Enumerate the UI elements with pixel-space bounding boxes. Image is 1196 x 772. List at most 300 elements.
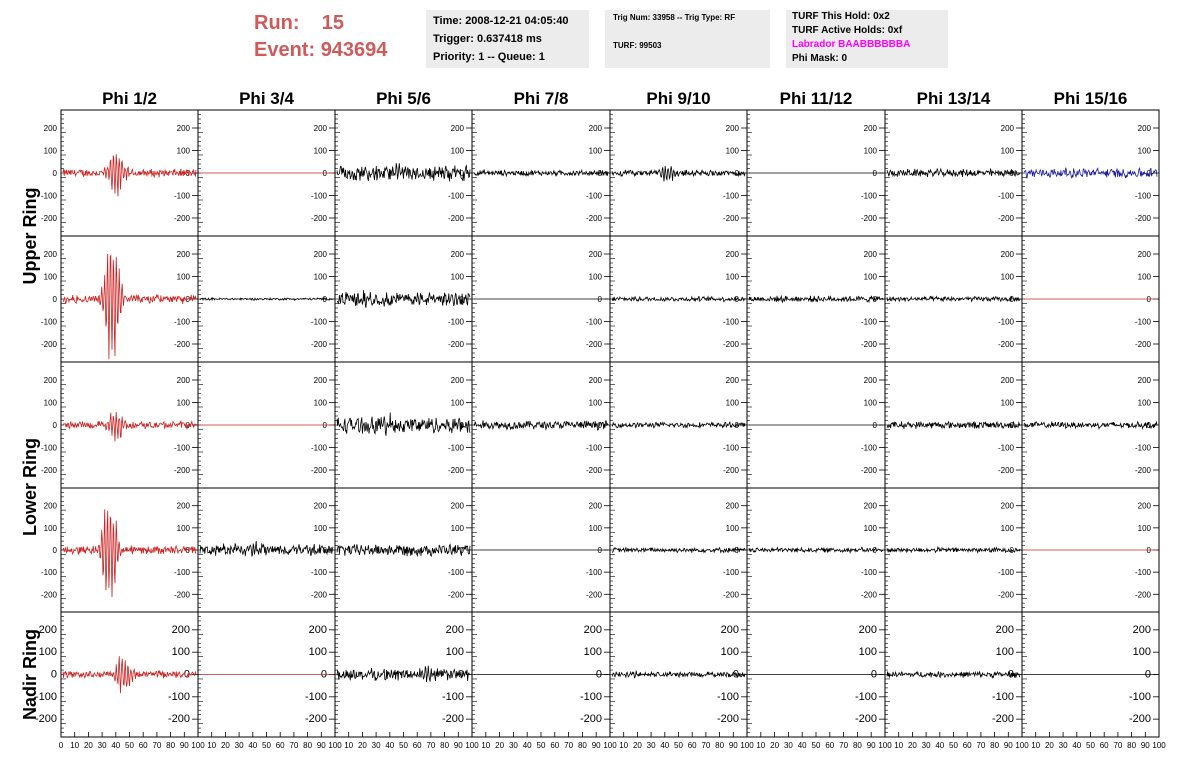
y-tick-label: -200 (310, 466, 327, 475)
x-tick-label: 30 (783, 741, 793, 750)
waveform-trace (887, 671, 1020, 677)
y-tick-label: 100 (43, 146, 57, 156)
y-tick-label: -200 (722, 590, 739, 600)
x-tick-label: 50 (399, 741, 408, 750)
y-tick-label: -100 (40, 317, 57, 327)
y-tick-label: 0 (185, 295, 190, 304)
y-tick-label: -200 (173, 214, 190, 223)
y-tick-label: 200 (1000, 376, 1014, 385)
x-tick-label: 100 (328, 741, 342, 750)
y-tick-label: -100 (310, 568, 327, 578)
waveform-trace (1024, 168, 1157, 179)
x-tick-label: 10 (481, 741, 491, 750)
y-tick-label: -200 (585, 340, 602, 349)
y-tick-label: 200 (1000, 501, 1014, 511)
waveform-trace (612, 671, 745, 678)
x-tick-label: 60 (550, 741, 560, 750)
y-tick-label: 200 (313, 250, 327, 259)
x-tick-label: 30 (646, 741, 656, 750)
y-tick-label: 200 (43, 376, 57, 385)
y-tick-label: 0 (459, 546, 464, 555)
y-tick-label: -100 (310, 317, 327, 327)
run-label: Run: (254, 12, 300, 34)
y-tick-label: -100 (585, 317, 602, 327)
y-tick-label: 100 (450, 272, 464, 282)
y-tick-label: 0 (459, 169, 464, 178)
x-tick-label: 100 (878, 741, 892, 750)
waveform-trace (200, 541, 333, 557)
y-tick-label: -200 (40, 214, 57, 223)
y-tick-label: 0 (734, 421, 739, 430)
y-tick-label: -200 (1134, 590, 1151, 600)
y-tick-label: 0 (597, 169, 602, 178)
y-tick-label: 100 (725, 523, 739, 533)
y-tick-label: -100 (860, 317, 877, 327)
y-tick-label: -200 (441, 713, 464, 726)
x-tick-label: 90 (1140, 741, 1150, 750)
waveform-trace (337, 413, 470, 436)
x-tick-label: 80 (440, 741, 450, 750)
y-tick-label: -100 (722, 568, 739, 578)
x-tick-label: 20 (357, 741, 367, 750)
trigger-time-line: Trigger: 0.637418 ms (433, 33, 542, 45)
y-tick-label: -100 (997, 317, 1014, 327)
y-tick-label: 200 (176, 250, 190, 259)
y-tick-label: 100 (1000, 523, 1014, 533)
y-tick-label: -200 (860, 340, 877, 349)
y-tick-label: -200 (310, 590, 327, 600)
x-tick-label: 70 (152, 741, 162, 750)
x-tick-label: 100 (465, 741, 479, 750)
x-tick-label: 20 (1044, 741, 1054, 750)
y-tick-label: 200 (450, 124, 464, 133)
x-tick-label: 10 (894, 741, 904, 750)
y-tick-label: -100 (722, 317, 739, 327)
x-tick-label: 40 (1072, 741, 1082, 750)
y-tick-label: -200 (167, 713, 190, 726)
y-tick-label: -100 (40, 568, 57, 578)
y-tick-label: 0 (734, 546, 739, 555)
y-tick-label: 200 (995, 623, 1014, 636)
y-tick-label: 200 (176, 376, 190, 385)
event-value: 943694 (320, 39, 388, 61)
x-tick-label: 90 (316, 741, 326, 750)
y-tick-label: -100 (304, 690, 327, 703)
y-tick-label: -100 (722, 191, 739, 201)
y-tick-label: 200 (863, 124, 877, 133)
x-tick-label: 70 (426, 741, 436, 750)
waveform-trace (337, 666, 470, 682)
x-tick-label: 80 (715, 741, 725, 750)
y-tick-label: 0 (52, 546, 57, 555)
y-tick-label: -200 (997, 214, 1014, 223)
y-tick-label: 200 (450, 376, 464, 385)
waveform-trace (337, 163, 470, 181)
x-tick-label: 40 (660, 741, 670, 750)
y-tick-label: 200 (588, 124, 602, 133)
y-tick-label: -200 (173, 340, 190, 349)
y-tick-label: 100 (863, 398, 877, 408)
y-tick-label: -200 (716, 713, 739, 726)
y-tick-label: 100 (450, 398, 464, 408)
column-header: Phi 9/10 (646, 89, 711, 108)
y-tick-label: 0 (1144, 668, 1151, 681)
y-tick-label: -100 (997, 443, 1014, 453)
y-tick-label: 200 (720, 623, 739, 636)
y-tick-label: 100 (313, 272, 327, 282)
row-label: Upper Ring (20, 187, 40, 285)
x-tick-label: 30 (921, 741, 931, 750)
x-tick-label: 90 (1003, 741, 1013, 750)
y-tick-label: 0 (597, 546, 602, 555)
y-tick-label: 0 (320, 668, 327, 681)
x-tick-label: 70 (289, 741, 299, 750)
y-tick-label: -200 (997, 590, 1014, 600)
y-tick-label: -100 (1134, 317, 1151, 327)
x-tick-label: 20 (83, 741, 93, 750)
x-tick-label: 60 (687, 741, 697, 750)
x-tick-label: 100 (740, 741, 754, 750)
y-tick-label: -200 (997, 466, 1014, 475)
x-tick-label: 90 (866, 741, 876, 750)
y-tick-label: 200 (863, 250, 877, 259)
column-header: Phi 11/12 (779, 89, 853, 108)
y-tick-label: 0 (1146, 169, 1151, 178)
x-tick-label: 40 (935, 741, 945, 750)
x-tick-label: 70 (1113, 741, 1123, 750)
y-tick-label: 0 (185, 169, 190, 178)
column-header: Phi 15/16 (1053, 89, 1128, 108)
waveform-trace (474, 170, 608, 176)
x-tick-label: 90 (179, 741, 189, 750)
y-tick-label: 100 (308, 646, 327, 659)
x-tick-label: 40 (248, 741, 258, 750)
x-tick-label: 90 (728, 741, 738, 750)
y-tick-label: 100 (176, 146, 190, 156)
y-tick-label: 100 (725, 272, 739, 282)
x-tick-label: 10 (756, 741, 766, 750)
y-tick-label: -200 (34, 713, 57, 726)
y-tick-label: 200 (171, 623, 190, 636)
y-tick-label: 100 (313, 523, 327, 533)
x-tick-label: 40 (522, 741, 532, 750)
y-tick-label: 100 (1000, 146, 1014, 156)
waveform-trace (337, 544, 470, 556)
y-tick-label: 100 (1000, 272, 1014, 282)
y-tick-label: 0 (1007, 668, 1014, 681)
labrador-line: Labrador BAABBBBBBA (792, 39, 911, 50)
y-tick-label: -200 (722, 466, 739, 475)
y-tick-label: -100 (997, 191, 1014, 201)
y-tick-label: 0 (595, 668, 602, 681)
y-tick-label: 100 (1000, 398, 1014, 408)
turf-active-line: TURF Active Holds: 0xf (792, 25, 903, 36)
y-tick-label: -100 (860, 191, 877, 201)
waveform-trace (474, 421, 608, 431)
y-tick-label: -100 (585, 191, 602, 201)
y-tick-label: -200 (860, 590, 877, 600)
y-tick-label: 100 (176, 523, 190, 533)
waveform-trace (887, 296, 1020, 301)
y-tick-label: 200 (450, 250, 464, 259)
y-tick-label: -200 (40, 590, 57, 600)
x-tick-label: 20 (770, 741, 780, 750)
x-tick-label: 80 (303, 741, 313, 750)
y-tick-label: 100 (1137, 272, 1151, 282)
waveform-trace (612, 548, 745, 553)
y-tick-label: -200 (860, 466, 877, 475)
waveform-trace (1024, 422, 1157, 429)
y-tick-label: 200 (725, 376, 739, 385)
column-header: Phi 3/4 (239, 89, 294, 108)
x-tick-label: 50 (1086, 741, 1095, 750)
x-tick-label: 20 (907, 741, 917, 750)
x-tick-label: 60 (825, 741, 835, 750)
y-tick-label: -100 (585, 568, 602, 578)
y-tick-label: -200 (40, 340, 57, 349)
x-tick-label: 60 (275, 741, 285, 750)
y-tick-label: 100 (445, 646, 464, 659)
y-tick-label: 0 (1009, 421, 1014, 430)
y-tick-label: -100 (447, 191, 464, 201)
column-header: Phi 1/2 (102, 89, 157, 108)
column-header: Phi 13/14 (916, 89, 991, 108)
y-tick-label: 100 (588, 146, 602, 156)
x-tick-label: 70 (564, 741, 574, 750)
y-tick-label: -100 (854, 690, 877, 703)
y-tick-label: 100 (450, 146, 464, 156)
y-tick-label: 200 (588, 376, 602, 385)
y-tick-label: 100 (43, 523, 57, 533)
x-tick-label: 90 (453, 741, 463, 750)
run-value: 15 (321, 12, 345, 34)
y-tick-label: -100 (1128, 690, 1151, 703)
waveform-trace (63, 656, 196, 693)
y-tick-label: -100 (310, 191, 327, 201)
y-tick-label: -200 (722, 214, 739, 223)
x-tick-label: 50 (949, 741, 958, 750)
x-tick-label: 80 (852, 741, 862, 750)
y-tick-label: 0 (872, 295, 877, 304)
y-tick-label: 200 (313, 501, 327, 511)
y-tick-label: -100 (860, 568, 877, 578)
y-tick-label: 200 (176, 501, 190, 511)
y-tick-label: 200 (725, 124, 739, 133)
y-tick-label: 200 (588, 501, 602, 511)
y-tick-label: 100 (43, 398, 57, 408)
y-tick-label: 0 (52, 421, 57, 430)
y-tick-label: 100 (863, 523, 877, 533)
column-header: Phi 7/8 (513, 89, 569, 108)
x-tick-label: 100 (191, 741, 205, 750)
x-tick-label: 70 (701, 741, 711, 750)
y-tick-label: 0 (872, 169, 877, 178)
waveform-trace (337, 290, 470, 308)
y-tick-label: 0 (1009, 546, 1014, 555)
x-tick-label: 30 (508, 741, 518, 750)
y-tick-label: 0 (322, 295, 327, 304)
y-tick-label: -100 (167, 690, 190, 703)
y-tick-label: 100 (1137, 146, 1151, 156)
y-tick-label: -100 (310, 443, 327, 453)
y-tick-label: 100 (43, 272, 57, 282)
y-tick-label: -200 (722, 340, 739, 349)
waveform-trace (200, 298, 333, 300)
x-tick-label: 20 (495, 741, 505, 750)
y-tick-label: -100 (1134, 568, 1151, 578)
y-tick-label: -200 (991, 713, 1014, 726)
waveform-trace (612, 296, 745, 301)
waveform-trace (749, 296, 883, 302)
y-tick-label: -200 (310, 340, 327, 349)
y-tick-label: 0 (732, 668, 739, 681)
y-tick-label: 100 (1137, 398, 1151, 408)
x-tick-label: 10 (344, 741, 354, 750)
x-tick-label: 40 (385, 741, 395, 750)
y-tick-label: 0 (1146, 421, 1151, 430)
column-header: Phi 5/6 (376, 89, 431, 108)
x-tick-label: 50 (536, 741, 546, 750)
x-tick-label: 30 (371, 741, 381, 750)
x-tick-label: 70 (839, 741, 849, 750)
x-tick-label: 10 (1031, 741, 1041, 750)
waveform-trace (612, 166, 745, 182)
y-tick-label: 0 (322, 169, 327, 178)
y-tick-label: 0 (185, 421, 190, 430)
x-tick-label: 90 (591, 741, 601, 750)
y-tick-label: -200 (447, 466, 464, 475)
y-tick-label: 0 (52, 169, 57, 178)
y-tick-label: 200 (43, 124, 57, 133)
y-tick-label: -100 (40, 191, 57, 201)
waveform-trace (63, 412, 196, 441)
y-tick-label: 200 (1000, 124, 1014, 133)
y-tick-label: 200 (176, 124, 190, 133)
y-tick-label: 200 (725, 501, 739, 511)
y-tick-label: -100 (997, 568, 1014, 578)
y-tick-label: -100 (447, 317, 464, 327)
y-tick-label: 0 (50, 668, 57, 681)
y-tick-label: 0 (597, 295, 602, 304)
x-tick-label: 50 (811, 741, 821, 750)
y-tick-label: 100 (583, 646, 602, 659)
priority-line: Priority: 1 -- Queue: 1 (433, 51, 545, 63)
y-tick-label: 100 (995, 646, 1014, 659)
y-tick-label: 200 (858, 623, 877, 636)
y-tick-label: 0 (183, 668, 190, 681)
waveform-trace (63, 154, 196, 196)
y-tick-label: -100 (173, 191, 190, 201)
y-tick-label: 100 (1132, 646, 1151, 659)
y-tick-label: 200 (43, 501, 57, 511)
y-tick-label: 0 (872, 546, 877, 555)
phi-mask-line: Phi Mask: 0 (792, 53, 848, 64)
y-tick-label: 0 (1009, 169, 1014, 178)
y-tick-label: 100 (725, 146, 739, 156)
y-tick-label: 200 (1137, 250, 1151, 259)
y-tick-label: 200 (863, 501, 877, 511)
y-tick-label: 0 (52, 295, 57, 304)
x-tick-label: 60 (962, 741, 972, 750)
y-tick-label: -200 (304, 713, 327, 726)
x-tick-label: 100 (603, 741, 617, 750)
y-tick-label: 0 (459, 295, 464, 304)
y-tick-label: 200 (588, 250, 602, 259)
y-tick-label: -100 (585, 443, 602, 453)
y-tick-label: 100 (38, 646, 57, 659)
y-tick-label: -200 (860, 214, 877, 223)
y-tick-label: -200 (585, 214, 602, 223)
y-tick-label: 100 (176, 272, 190, 282)
y-tick-label: -200 (579, 713, 602, 726)
x-tick-label: 30 (97, 741, 107, 750)
y-tick-label: 100 (1137, 523, 1151, 533)
y-tick-label: -200 (310, 214, 327, 223)
x-tick-label: 60 (1099, 741, 1109, 750)
time-line: Time: 2008-12-21 04:05:40 (433, 15, 569, 27)
y-tick-label: -200 (997, 340, 1014, 349)
y-tick-label: 200 (313, 376, 327, 385)
y-tick-label: -100 (1134, 443, 1151, 453)
y-tick-label: 200 (1137, 124, 1151, 133)
x-tick-label: 60 (412, 741, 422, 750)
y-tick-label: 100 (313, 398, 327, 408)
y-tick-label: -200 (447, 340, 464, 349)
y-tick-label: 200 (1132, 623, 1151, 636)
waveform-trace (63, 509, 196, 600)
y-tick-label: -100 (1134, 191, 1151, 201)
y-tick-label: -100 (173, 443, 190, 453)
y-tick-label: -100 (173, 568, 190, 578)
y-tick-label: 200 (725, 250, 739, 259)
y-tick-label: -200 (585, 590, 602, 600)
x-tick-label: 80 (577, 741, 587, 750)
y-tick-label: 0 (322, 546, 327, 555)
y-tick-label: 100 (588, 272, 602, 282)
y-tick-label: 200 (1137, 376, 1151, 385)
y-tick-label: 0 (734, 295, 739, 304)
y-tick-label: -200 (1134, 340, 1151, 349)
y-tick-label: 200 (38, 623, 57, 636)
x-tick-label: 80 (990, 741, 1000, 750)
y-tick-label: -200 (1134, 466, 1151, 475)
x-tick-label: 40 (111, 741, 121, 750)
x-tick-label: 50 (125, 741, 134, 750)
y-tick-label: 200 (1000, 250, 1014, 259)
y-tick-label: 0 (870, 668, 877, 681)
x-tick-label: 20 (220, 741, 230, 750)
y-tick-label: 100 (588, 523, 602, 533)
waveform-trace (887, 421, 1020, 428)
y-tick-label: 0 (185, 546, 190, 555)
y-tick-label: 0 (457, 668, 464, 681)
y-tick-label: 0 (459, 421, 464, 430)
event-label: Event: (254, 39, 316, 61)
y-tick-label: -100 (441, 690, 464, 703)
y-tick-label: -200 (585, 466, 602, 475)
y-tick-label: -100 (722, 443, 739, 453)
y-tick-label: -200 (173, 466, 190, 475)
x-tick-label: 80 (1127, 741, 1137, 750)
y-tick-label: 200 (43, 250, 57, 259)
x-tick-label: 40 (797, 741, 807, 750)
y-tick-label: 100 (450, 523, 464, 533)
waveform-trace (887, 169, 1020, 177)
y-tick-label: 200 (1137, 501, 1151, 511)
waveform-trace (612, 422, 745, 428)
y-tick-label: 0 (734, 169, 739, 178)
y-tick-label: 200 (450, 501, 464, 511)
